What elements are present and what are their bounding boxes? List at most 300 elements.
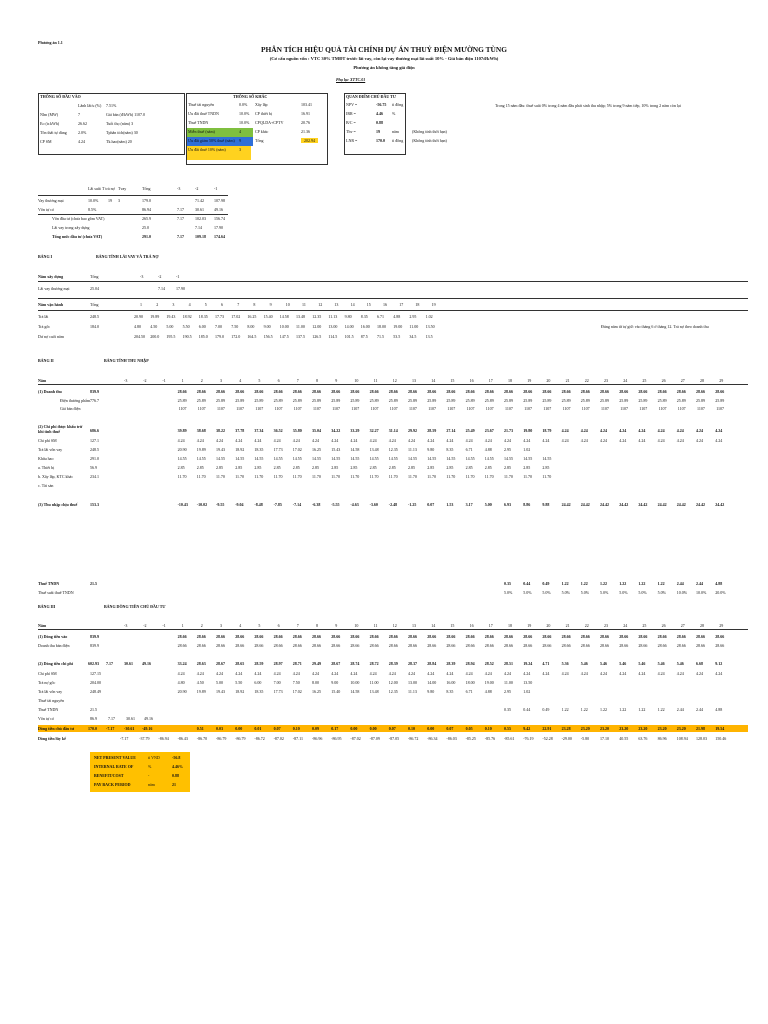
table-3-cell: 4.24 [331, 671, 339, 676]
table-2-cell: 2.95 [504, 447, 511, 452]
table-2-cell: 4.24 [235, 438, 243, 443]
table-3-cell: 28.84 [427, 661, 437, 666]
table-3-cell: -76.19 [523, 736, 534, 741]
table-2-cell: 4.24 [696, 428, 703, 433]
table-3-cell: 0.03 [216, 726, 223, 731]
table-1-cell: 11.00 [409, 324, 419, 329]
table-2-cell: 28.66 [446, 389, 456, 394]
table-2-cell: 11.13 [408, 447, 417, 452]
table-3-cell: 28.66 [484, 643, 494, 648]
table-2-sub-label: c. Tài sản [38, 483, 54, 488]
table-2-cell: 25.89 [216, 398, 225, 403]
table-2-cell: 25.89 [715, 398, 725, 403]
table-3-cell: 9.00 [331, 680, 339, 685]
summary-value: 0.88 [172, 773, 179, 778]
table-3-cell: 13.00 [408, 680, 417, 685]
table-1-year: 6 [221, 302, 223, 307]
owner-metric-label: IRR = [346, 111, 356, 116]
table-2-cell: 37.78 [235, 428, 245, 433]
table-2-cell: 34.22 [331, 428, 341, 433]
table-2-cell: 25.89 [273, 398, 283, 403]
table-2-cell: 5.0% [561, 590, 570, 595]
table-2-cell: 4.88 [715, 581, 723, 586]
table-3-cell: -5.80 [580, 736, 590, 741]
table-2-cell: 14.55 [292, 456, 302, 461]
table-2-cell: 6.71 [465, 447, 473, 452]
input-param-value: 4.24 [78, 139, 85, 144]
table-3-cell: 28.66 [427, 643, 437, 648]
loan-cell: 86.94 [142, 207, 151, 212]
loan-col-header: Tổng [142, 186, 151, 191]
table-3-cell: 1.22 [657, 707, 665, 712]
table-1-cell: 8.00 [247, 324, 255, 329]
owner-metric-note: (Không tính thời hạn) [412, 138, 447, 143]
page-title: PHÂN TÍCH HIỆU QUẢ TÀI CHÍNH DỰ ÁN THUỶ ĐIỆN MƯỜNG TÙNG [261, 45, 507, 54]
table-2-cell: -4.63 [350, 502, 359, 507]
table-2-cell: 14.55 [273, 456, 283, 461]
table-2-cell: 1107 [428, 406, 437, 411]
table-2-tax-label: Thuế TNDN [38, 581, 60, 586]
table-2-year: 14 [431, 378, 436, 383]
table-3-cell: 28.66 [388, 634, 398, 639]
table-1-cell: 4.88 [393, 314, 401, 319]
table-2-cell: 1107 [677, 406, 686, 411]
table-3-cell: 0.05 [465, 726, 473, 731]
table-2-cell: 11.70 [292, 474, 302, 479]
table-2-cell: 38.22 [216, 428, 225, 433]
other-param-value: 10.0% [239, 120, 250, 125]
table-2-cell: 14.55 [331, 456, 341, 461]
table-1-cell: 8.35 [360, 314, 368, 319]
table-3-year: 10 [354, 623, 359, 628]
table-3-cell: 4.24 [542, 671, 550, 676]
table-2-label: BẢNG II [38, 358, 54, 363]
table-3-cell: 8.00 [312, 680, 319, 685]
table-2-cell: 1107 [447, 406, 456, 411]
table-3-cell: 0.17 [331, 726, 339, 731]
table-1-cell: 19.89 [150, 314, 160, 319]
table-2-sub-label: a. Thiết bị [38, 465, 55, 470]
owner-view-box [344, 93, 447, 155]
table-3-cell: 2.44 [696, 707, 703, 712]
table-3-cell: 28.66 [465, 634, 475, 639]
input-param-label: Eo (tr.kWh) [40, 121, 60, 126]
table-3-cell: 28.66 [676, 643, 686, 648]
table-1-year: 18 [415, 302, 420, 307]
table-2-cell: 25.89 [484, 398, 494, 403]
table-2-cell: 4.24 [619, 438, 627, 443]
table-2-cell: 2.85 [388, 465, 396, 470]
table-2-cell: 1.22 [561, 581, 569, 586]
other-param-label: Miễn thuế (năm) [188, 129, 215, 134]
table-2-cell: 28.59 [427, 428, 437, 433]
table-2-cell: 1107 [293, 406, 302, 411]
table-1-cell: 137.5 [296, 334, 305, 339]
table-2-cell: 14.55 [216, 456, 225, 461]
table-3-net-label: Dòng tiền chủ đầu tư [38, 726, 74, 731]
loan-col-header: -1 [214, 186, 218, 191]
table-3-cell: 28.66 [696, 634, 705, 639]
table-1-cell: 14.00 [344, 324, 354, 329]
table-3-cell: -86.72 [254, 736, 265, 741]
table-2-cell: 2.85 [216, 465, 223, 470]
other-param-value: 16.91 [301, 111, 310, 116]
table-3-cell: 28.66 [465, 643, 475, 648]
table-3-cell: -30.61 [124, 726, 135, 731]
loan-cell: 49.16 [214, 207, 223, 212]
table-2-cell: 25.89 [561, 398, 571, 403]
table-2-cell: 25.89 [696, 398, 705, 403]
table-2-cell: 4.24 [388, 438, 396, 443]
table-2-cell: 2.85 [446, 465, 454, 470]
table-1-cell: 200.0 [150, 334, 160, 339]
other-param-value: 21.36 [301, 129, 310, 134]
table-3-cell: 28.66 [638, 634, 648, 639]
table-3-year: 17 [488, 623, 493, 628]
table-2-cell: 2.85 [542, 465, 550, 470]
table-2-year: 20 [546, 378, 551, 383]
table-1-cell: 11.13 [328, 314, 338, 319]
table-3-year: 29 [719, 623, 724, 628]
summary-label: INTERNAL RATE OF [94, 764, 134, 769]
table-2-cell: 25.89 [619, 398, 629, 403]
table-3-cell: 16.00 [446, 680, 456, 685]
table-2-cost-label: (2) Chi phí được khấu trừ khi tính thuế [38, 424, 83, 434]
table-2-cell: 2.85 [427, 465, 435, 470]
table-2-cell: 18.79 [542, 428, 552, 433]
table-2-year: 11 [373, 378, 378, 383]
table-3-cell: 0.00 [369, 726, 377, 731]
table-2-year: 15 [450, 378, 455, 383]
table-3-cell: 23.20 [600, 726, 609, 731]
table-2-year: 5 [258, 378, 261, 383]
table-2-sub-label: Giá bán điện [60, 406, 81, 411]
table-1-constr-cell: 25.04 [90, 286, 99, 291]
table-3-cell: 28.71 [292, 661, 302, 666]
table-3-cell: -52.28 [542, 736, 553, 741]
table-2-cell: 1107 [562, 406, 571, 411]
table-2-cell: 14.55 [465, 456, 475, 461]
table-1-cell: 195.5 [166, 334, 176, 339]
table-3-cell: 19.24 [523, 661, 533, 666]
table-3-cell: -86.70 [196, 736, 208, 741]
table-3-year: 13 [412, 623, 416, 628]
table-2-cell: 1107 [581, 406, 590, 411]
table-3-cell: -49.16 [142, 726, 153, 731]
table-3-cell: 8.35 [446, 689, 454, 694]
table-3-cell: 4.24 [619, 671, 627, 676]
table-2-cell: 5.0% [619, 590, 628, 595]
table-2-cell: 28.66 [657, 389, 667, 394]
table-3-cell: 0.51 [196, 726, 204, 731]
table-3-cell: 28.39 [388, 661, 398, 666]
table-3-cell: 15.40 [331, 689, 341, 694]
table-2-year: 24 [623, 378, 628, 383]
owner-metric-label: LNR = [346, 138, 358, 143]
table-2-cell: 1.22 [600, 581, 607, 586]
table-3-cell: -86.96 [312, 736, 323, 741]
loan-col-header: T trả nợ [102, 186, 115, 191]
table-2-cell: 11.70 [312, 474, 321, 479]
table-2-cell: 5.0% [523, 590, 532, 595]
table-2-cell: 28.66 [369, 389, 379, 394]
table-3-year: -2 [143, 623, 147, 628]
table-3-cell: 49.16 [144, 716, 153, 721]
table-3-cell: 5.50 [235, 680, 243, 685]
table-1-year-label: Năm vận hành [38, 302, 64, 307]
table-2-cell: 4.24 [580, 428, 588, 433]
table-3-cell: 4.24 [292, 671, 300, 676]
table-2-cell: 2.85 [292, 465, 300, 470]
table-2-cell: 25.89 [177, 398, 187, 403]
table-2-cell: 33.29 [350, 428, 360, 433]
table-3-cell: 1.22 [619, 707, 627, 712]
table-3-cell: 20.90 [177, 689, 187, 694]
table-3-cell: 28.66 [542, 643, 552, 648]
table-3-cell: 28.66 [235, 643, 245, 648]
other-param-value: 3 [239, 147, 241, 152]
loan-cell: 10.0% [88, 198, 99, 203]
table-3-cell: 9.42 [523, 726, 531, 731]
table-2-profit-total: 153.3 [90, 502, 99, 507]
table-3-cell: 4.80 [177, 680, 185, 685]
table-3-sub-total: 21.5 [90, 707, 97, 712]
table-3-cell: 1.22 [600, 707, 607, 712]
table-2-cell: 4.24 [600, 438, 607, 443]
table-3-cell: 28.66 [312, 643, 321, 648]
table-2-cell: 25.89 [427, 398, 437, 403]
table-3-cell: -86.95 [331, 736, 342, 741]
table-2-cell: 28.66 [427, 389, 437, 394]
table-1-cell: 6.71 [377, 314, 384, 319]
table-1-cell: 147.5 [279, 334, 289, 339]
table-2-cell: 11.70 [465, 474, 475, 479]
table-3-sub-label: Trả lãi vốn vay [38, 689, 63, 694]
summary-value: 4.46% [172, 764, 183, 769]
table-3-cell: 28.66 [657, 643, 667, 648]
table-2-cell: 28.66 [600, 389, 609, 394]
table-2-cell: -8.48 [254, 502, 263, 507]
table-3-year: 24 [623, 623, 628, 628]
table-1-cell: 12.35 [312, 314, 322, 319]
table-2-cell: 4.24 [465, 438, 473, 443]
table-3-cell: 28.66 [600, 643, 609, 648]
table-1-year: 15 [366, 302, 371, 307]
table-3-out-label: (2) Dòng tiền chi phí [38, 661, 73, 666]
table-3-cell: -86.03 [446, 736, 457, 741]
table-2-cell: 28.66 [273, 389, 283, 394]
table-1-cell: 114.5 [328, 334, 338, 339]
table-2-cell: 28.66 [292, 389, 302, 394]
table-2-year: 4 [239, 378, 242, 383]
table-3-year-label: Năm [38, 623, 47, 628]
table-3-cell: 28.66 [561, 643, 571, 648]
table-3-cell: 28.66 [484, 634, 494, 639]
input-param-value: 2.0% [78, 130, 87, 135]
table-3-cell: 0.00 [427, 726, 435, 731]
input-param-extra: Tk.hao(năm) 20 [106, 139, 132, 144]
table-2-year: 17 [488, 378, 493, 383]
table-2-cell: 14.55 [388, 456, 398, 461]
table-2-cell: 0.44 [523, 581, 531, 586]
table-3-label: BẢNG III [38, 604, 56, 609]
table-2-revenue-total: 839.9 [90, 389, 99, 394]
table-2-cell: 24.42 [657, 502, 667, 507]
table-3-cell: 28.66 [427, 634, 437, 639]
table-2-cell: 1107 [389, 406, 398, 411]
other-param-label: CPQLDA+CPTV [255, 120, 284, 125]
table-3-cell: -87.02 [273, 736, 284, 741]
table-3-year: -3 [124, 623, 128, 628]
table-2-cell: 11.70 [273, 474, 283, 479]
loan-cell: 19 [108, 198, 112, 203]
table-3-cell: 11.00 [369, 680, 379, 685]
table-3-cell: 4.24 [561, 671, 569, 676]
summary-unit: tỉ VND [148, 755, 160, 760]
table-3-cell: 13.50 [523, 680, 533, 685]
loan-cell: 3 [118, 198, 120, 203]
table-3-cell: 0.10 [408, 726, 415, 731]
table-2-cell: 28.66 [216, 389, 225, 394]
other-param-value: 4 [239, 129, 241, 134]
table-2-cell: 28.66 [696, 389, 705, 394]
table-3-cell: 9.80 [427, 689, 435, 694]
table-2-cost-total: 686.6 [90, 428, 99, 433]
table-3-cell: 4.24 [408, 671, 415, 676]
table-2-sub-label: Khấu hao [38, 456, 54, 461]
table-3-year: 4 [239, 623, 242, 628]
table-2-cell: 25.89 [196, 398, 206, 403]
table-1-cell: 1.02 [425, 314, 433, 319]
table-1-cell: 20.90 [134, 314, 143, 319]
table-2-cell: 14.55 [523, 456, 533, 461]
table-3-cell: 28.66 [369, 643, 379, 648]
table-3-cell: 28.66 [408, 643, 417, 648]
divider [38, 281, 748, 282]
table-2-cell: 18.92 [235, 447, 245, 452]
table-2-cell: 28.66 [542, 389, 552, 394]
table-2-year: 13 [412, 378, 416, 383]
other-param-label: Ưu đãi thuế 10% (năm) [188, 147, 226, 152]
table-1-cell: 16.00 [360, 324, 370, 329]
table-3-cell: 4.24 [312, 671, 319, 676]
table-2-cell: 4.24 [312, 438, 319, 443]
table-2-cell: 2.85 [484, 465, 492, 470]
input-param-value: 26.62 [78, 121, 87, 126]
table-3-cell: 28.66 [235, 634, 245, 639]
table-2-sub-total: 291.0 [90, 456, 99, 461]
table-3-cell: 1.22 [638, 707, 646, 712]
table-2-cell: 35.04 [312, 428, 321, 433]
table-3-cell: 4.24 [196, 671, 204, 676]
table-3-cell: 23.20 [676, 726, 686, 731]
table-2-year-label: Năm [38, 378, 47, 383]
table-3-year: 12 [392, 623, 397, 628]
table-2-cell: 14.55 [446, 456, 456, 461]
owner-metric-label: NPV = [346, 102, 358, 107]
table-2-cell: 11.70 [542, 474, 552, 479]
table-3-year: 28 [700, 623, 704, 628]
table-3-year: 14 [431, 623, 436, 628]
table-2-cell: 29.92 [408, 428, 417, 433]
other-param-label: Ưu đãi giảm 50% thuế (năm) [188, 138, 235, 143]
table-2-cell: 25.89 [312, 398, 321, 403]
table-3-cell: 16.25 [312, 689, 321, 694]
loan-cell: 8.5% [88, 207, 97, 212]
table-2-cell: 28.66 [523, 389, 533, 394]
table-2-cell: 28.66 [580, 389, 590, 394]
table-1-cell: 2.95 [409, 314, 417, 319]
table-3-cell: 4.24 [216, 671, 223, 676]
table-2-cell: 25.89 [292, 398, 302, 403]
table-3-year: 11 [373, 623, 378, 628]
table-1-cell: 17.02 [231, 314, 241, 319]
table-1-constr-header: -1 [176, 274, 180, 279]
table-2-cell: 1107 [255, 406, 264, 411]
table-1-year: 8 [253, 302, 256, 307]
table-3-cum-label: Dòng tiền lũy kế [38, 736, 66, 741]
table-2-cell: 10.0% [676, 590, 688, 595]
table-2-cell: 4.24 [657, 428, 665, 433]
table-2-cell: 1107 [505, 406, 513, 411]
table-2-cell: 2.44 [696, 581, 703, 586]
table-2-cell: 28.66 [177, 389, 187, 394]
table-1-cell: 19.00 [393, 324, 403, 329]
owner-metric-value: 170.0 [376, 138, 385, 143]
other-param-label: Thuế TNDN [188, 120, 209, 125]
table-3-cell: 17.73 [273, 689, 283, 694]
table-3-cell: 7.17 [108, 716, 115, 721]
tax-note: Trong 15 năm đầu: thuế suất 0% trong 4 năm đầu phát sinh thu nhập; 5% trong 9 năm tiếp, 10% trong 2 năm còn lại [495, 103, 681, 108]
table-3-cell: -86.72 [408, 736, 419, 741]
table-2-cell: 10.0% [696, 590, 707, 595]
input-param-label: Nlm (MW) [40, 112, 59, 117]
table-2-cell: -7.14 [292, 502, 302, 507]
table-2-cell: 2.85 [504, 465, 511, 470]
table-3-cell: -87.11 [292, 736, 303, 741]
table-2-cell: 11.70 [369, 474, 379, 479]
table-2-cell: 19.89 [196, 447, 206, 452]
table-3-cell: 5.46 [619, 661, 627, 666]
input-param-value: 7 [78, 112, 80, 117]
loan-cell: 291.0 [142, 234, 151, 239]
table-2-cell: 25.89 [676, 398, 686, 403]
table-2-cell: 4.24 [331, 438, 339, 443]
table-2-cell: 2.85 [254, 465, 262, 470]
table-3-cell: -85.61 [504, 736, 515, 741]
divider [38, 310, 748, 311]
table-3-sub-label: Chi phí SM [38, 671, 57, 676]
table-2-cell: 1107 [658, 406, 667, 411]
table-2-year: 8 [316, 378, 318, 383]
table-2-cell: 4.24 [657, 438, 665, 443]
table-2-cell: 0.49 [542, 581, 550, 586]
table-2-cell: 1.02 [523, 447, 531, 452]
table-3-cell: 170.0 [88, 726, 97, 731]
table-3-cell: 10.00 [350, 680, 360, 685]
table-1-cell: 7.50 [231, 324, 239, 329]
table-1-cell: 19.43 [166, 314, 176, 319]
other-param-value: 20.76 [301, 120, 310, 125]
table-2-cell: -3.60 [369, 502, 378, 507]
table-3-cell: 23.20 [619, 726, 629, 731]
table-1-cell: 190.5 [182, 334, 192, 339]
table-3-cell: 19.00 [484, 680, 494, 685]
table-3-cell: -86.43 [177, 736, 188, 741]
appendix-ref: Phụ lục XTTC.01 [336, 77, 366, 82]
table-2-cell: 1107 [620, 406, 629, 411]
table-2-cell: 1107 [639, 406, 648, 411]
